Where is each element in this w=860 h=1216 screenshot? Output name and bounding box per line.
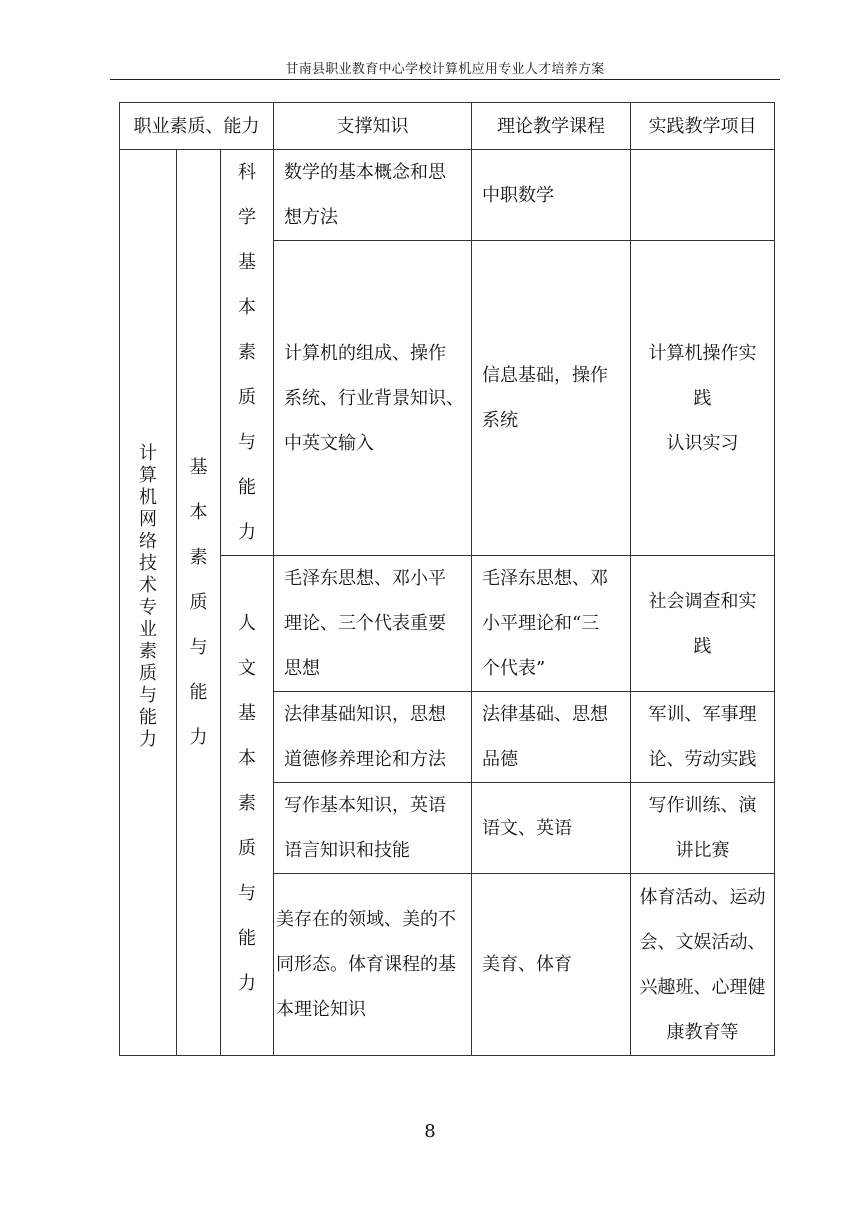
header-knowledge: 支撑知识 [274, 103, 472, 150]
cell-line: 本理论知识 [276, 999, 367, 1020]
cell-knowledge [274, 150, 472, 241]
group-char: 算 [139, 465, 157, 486]
page-number: 8 [424, 1121, 436, 1142]
group-char: 质 [238, 387, 256, 408]
cell-line: 毛泽东思想、邓小平 [284, 568, 447, 589]
group-char: 文 [238, 658, 256, 679]
group-char: 本 [238, 297, 256, 318]
table-header-row [120, 103, 775, 150]
cell-practice [631, 241, 775, 556]
group-char: 基 [189, 457, 208, 478]
cell-line: 品德 [482, 749, 519, 770]
cell-knowledge [274, 241, 472, 556]
cell-line: 美育、体育 [482, 954, 573, 975]
cell-line: 语文、英语 [482, 817, 573, 839]
cell-line: 数学的基本概念和思 [284, 162, 447, 183]
group-label-humanities [221, 556, 274, 1056]
group-label-science [221, 150, 274, 556]
group-char: 力 [238, 973, 256, 994]
cell-line: 康教育等 [666, 1021, 739, 1043]
group-char: 力 [238, 522, 256, 543]
cell-line: 个代表” [482, 658, 546, 679]
competency-table [119, 102, 775, 1056]
cell-line: 会、文娱活动、 [639, 931, 766, 953]
cell-knowledge [274, 874, 472, 1056]
group-char: 质 [238, 838, 256, 859]
group-char: 科 [238, 162, 256, 183]
cell-line: 思想 [284, 658, 321, 679]
cell-theory [472, 241, 631, 556]
group-char: 素 [139, 641, 157, 662]
cell-line: 想方法 [284, 207, 339, 228]
group-char: 素 [238, 793, 256, 814]
group-char: 与 [189, 637, 208, 658]
cell-line: 社会调查和实 [648, 590, 757, 612]
cell-line: 系统、行业背景知识、 [284, 387, 465, 409]
cell-line: 道德修养理论和方法 [284, 749, 447, 770]
group-char: 质 [139, 663, 157, 684]
cell-line: 同形态。体育课程的基 [276, 954, 457, 975]
cell-line: 信息基础，操作 [482, 365, 609, 386]
cell-practice [631, 150, 775, 241]
cell-line: 计算机操作实 [648, 342, 757, 364]
cell-practice [631, 874, 775, 1056]
page-header-title: 甘南县职业教育中心学校计算机应用专业人才培养方案 [285, 62, 605, 77]
cell-theory [472, 783, 631, 874]
group-char: 素 [189, 547, 208, 568]
group-char: 力 [189, 727, 208, 748]
group-char: 网 [139, 509, 157, 530]
cell-line: 中英文输入 [284, 432, 375, 454]
header-quality: 职业素质、能力 [120, 103, 274, 150]
cell-theory [472, 692, 631, 783]
cell-line: 法律基础知识，思想 [284, 704, 447, 725]
cell-knowledge [274, 783, 472, 874]
group-char: 基 [238, 703, 256, 724]
cell-practice [631, 692, 775, 783]
group-char: 术 [139, 575, 157, 596]
cell-line: 美存在的领域、美的不 [276, 909, 457, 930]
group-char: 本 [189, 502, 208, 523]
group-char: 与 [238, 883, 256, 904]
cell-line: 军训、军事理 [648, 704, 757, 725]
group-char: 技 [139, 553, 157, 574]
group-char: 能 [189, 682, 208, 703]
cell-line: 语言知识和技能 [284, 840, 411, 861]
cell-line: 理论、三个代表重要 [284, 613, 447, 634]
cell-line: 论、劳动实践 [648, 749, 757, 770]
cell-line: 写作基本知识，英语 [284, 795, 447, 816]
group-char: 学 [238, 207, 256, 228]
cell-knowledge [274, 692, 472, 783]
group-char: 专 [139, 597, 157, 618]
group-char: 素 [238, 342, 256, 363]
header-rule [110, 79, 780, 80]
cell-line: 践 [693, 635, 712, 657]
table-row [120, 150, 775, 241]
cell-practice [631, 556, 775, 692]
cell-theory [472, 874, 631, 1056]
group-char: 人 [238, 613, 256, 634]
cell-theory [472, 150, 631, 241]
group-label-level2 [177, 150, 221, 1056]
cell-line: 法律基础、思想 [482, 704, 609, 725]
cell-line: 讲比赛 [675, 840, 730, 861]
cell-line: 毛泽东思想、邓 [482, 568, 609, 589]
cell-line: 系统 [482, 410, 519, 431]
cell-line: 兴趣班、心理健 [639, 976, 766, 998]
group-char: 计 [139, 443, 157, 464]
cell-line: 计算机的组成、操作 [284, 342, 447, 364]
group-char: 质 [189, 592, 208, 613]
group-char: 机 [139, 487, 157, 508]
cell-line: 体育活动、运动 [639, 886, 766, 908]
group-char: 本 [238, 748, 256, 769]
cell-knowledge [274, 556, 472, 692]
cell-line: 认识实习 [666, 432, 739, 454]
header-theory: 理论教学课程 [472, 103, 631, 150]
cell-line: 写作训练、演 [648, 795, 757, 816]
header-practice: 实践教学项目 [631, 103, 775, 150]
group-char: 能 [238, 477, 256, 498]
group-char: 基 [238, 252, 256, 273]
cell-line: 践 [693, 387, 712, 409]
cell-line: 中职数学 [482, 184, 555, 206]
group-char: 业 [139, 619, 157, 640]
group-char: 与 [238, 432, 256, 453]
cell-practice [631, 783, 775, 874]
group-char: 能 [139, 707, 157, 728]
cell-theory [472, 556, 631, 692]
group-char: 能 [238, 928, 256, 949]
group-char: 力 [139, 729, 157, 750]
group-label-level1 [120, 150, 177, 1056]
group-char: 络 [139, 531, 157, 552]
cell-line: 小平理论和“三 [482, 613, 600, 634]
group-char: 与 [139, 685, 157, 706]
